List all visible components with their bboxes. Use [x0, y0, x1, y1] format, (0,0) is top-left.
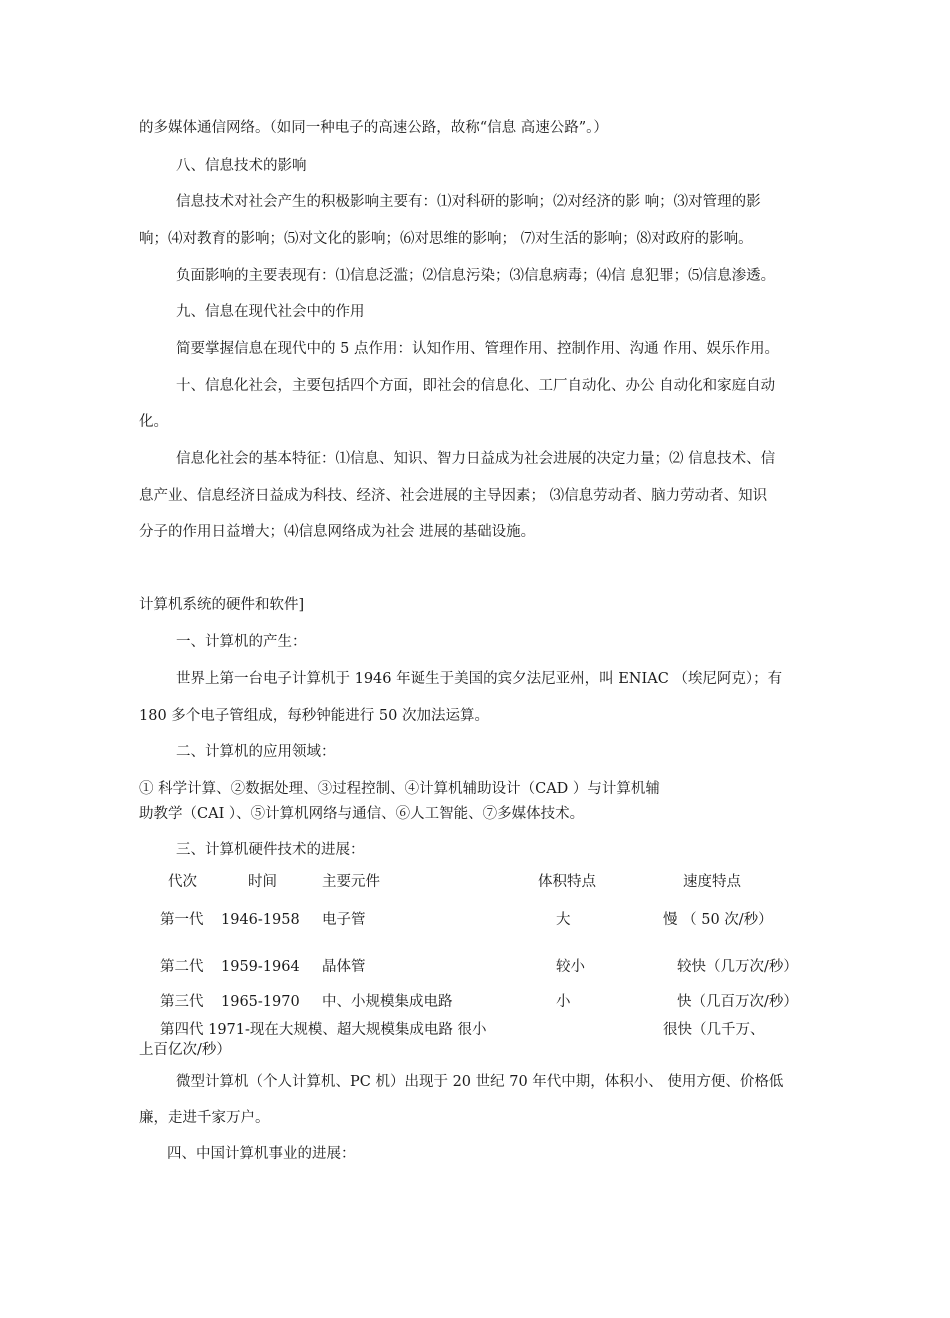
table-cell: 较小	[556, 959, 585, 975]
table-header-cell: 代次	[168, 874, 197, 890]
paragraph-line: 化。	[139, 414, 168, 430]
paragraph-line: 世界上第一台电子计算机于 1946 年诞生于美国的宾夕法尼亚州，叫 ENIAC （埃尼阿克）；有	[176, 671, 783, 687]
table-cell: 小	[556, 994, 571, 1010]
paragraph-line: 简要掌握信息在现代中的 5 点作用：认知作用、管理作用、控制作用、沟通 作用、娱乐作用。	[176, 341, 780, 357]
heading-9: 九、信息在现代社会中的作用	[176, 304, 365, 320]
heading-8: 八、信息技术的影响	[176, 158, 307, 174]
table-cell: 第三代	[160, 994, 204, 1010]
table-cell: 中、小规模集成电路	[322, 994, 453, 1010]
table-cell: 第二代	[160, 959, 204, 975]
table-cell: 晶体管	[322, 959, 366, 975]
paragraph-line: 十、信息化社会，主要包括四个方面，即社会的信息化、工厂自动化、办公 自动化和家庭自动	[176, 378, 776, 394]
paragraph-line: ① 科学计算、②数据处理、③过程控制、④计算机辅助设计（CAD ）与计算机辅	[139, 781, 660, 797]
table-cell: 大	[556, 912, 571, 928]
table-cell: 上百亿次/秒）	[139, 1042, 231, 1058]
table-header-cell: 体积特点	[538, 874, 596, 890]
paragraph-line: 分子的作用日益增大；⑷信息网络成为社会 进展的基础设施。	[139, 524, 536, 540]
paragraph-line: 响；⑷对教育的影响；⑸对文化的影响；⑹对思维的影响； ⑺对生活的影响；⑻对政府的影响。	[139, 231, 753, 247]
table-cell: 1965-1970	[221, 994, 300, 1010]
table-cell: 慢 （ 50 次/秒）	[663, 912, 773, 928]
heading-1: 一、计算机的产生：	[176, 634, 307, 650]
table-cell: 第一代	[160, 912, 204, 928]
paragraph-line: 的多媒体通信网络。（如同一种电子的高速公路，故称“信息 高速公路”。）	[139, 120, 608, 136]
paragraph-line: 廉，走进千家万户。	[139, 1110, 270, 1126]
paragraph-line: 负面影响的主要表现有：⑴信息泛滥；⑵信息污染；⑶信息病毒；⑷信 息犯罪；⑸信息渗透。	[176, 268, 776, 284]
heading-4: 四、中国计算机事业的进展：	[167, 1146, 356, 1162]
section-title: 计算机系统的硬件和软件]	[139, 597, 305, 613]
table-cell: 1959-1964	[221, 959, 300, 975]
table-cell: 电子管	[322, 912, 366, 928]
paragraph-line: 助教学（CAI ）、⑤计算机网络与通信、⑥人工智能、⑦多媒体技术。	[139, 806, 585, 822]
table-header-cell: 速度特点	[683, 874, 741, 890]
table-header-cell: 主要元件	[322, 874, 380, 890]
table-cell: 1946-1958	[221, 912, 300, 928]
paragraph-line: 信息技术对社会产生的积极影响主要有：⑴对科研的影响；⑵对经济的影 响；⑶对管理的影	[176, 194, 761, 210]
paragraph-line: 180 多个电子管组成，每秒钟能进行 50 次加法运算。	[139, 708, 489, 724]
paragraph-line: 息产业、信息经济日益成为科技、经济、社会进展的主导因素； ⑶信息劳动者、脑力劳动者、知识	[139, 488, 768, 504]
table-cell: 较快（几万次/秒）	[677, 959, 798, 975]
table-cell: 快（几百万次/秒）	[677, 994, 798, 1010]
table-header-cell: 时间	[248, 874, 277, 890]
heading-3: 三、计算机硬件技术的进展：	[176, 842, 365, 858]
heading-2: 二、计算机的应用领域：	[176, 744, 336, 760]
paragraph-line: 信息化社会的基本特征：⑴信息、知识、智力日益成为社会进展的决定力量；⑵ 信息技术、信	[176, 451, 776, 467]
table-cell: 第四代 1971-现在大规模、超大规模集成电路 很小	[160, 1022, 487, 1038]
paragraph-line: 微型计算机（个人计算机、PC 机）出现于 20 世纪 70 年代中期，体积小、 使用方便、价格低	[176, 1074, 784, 1090]
table-cell: 很快（几千万、	[663, 1022, 765, 1038]
